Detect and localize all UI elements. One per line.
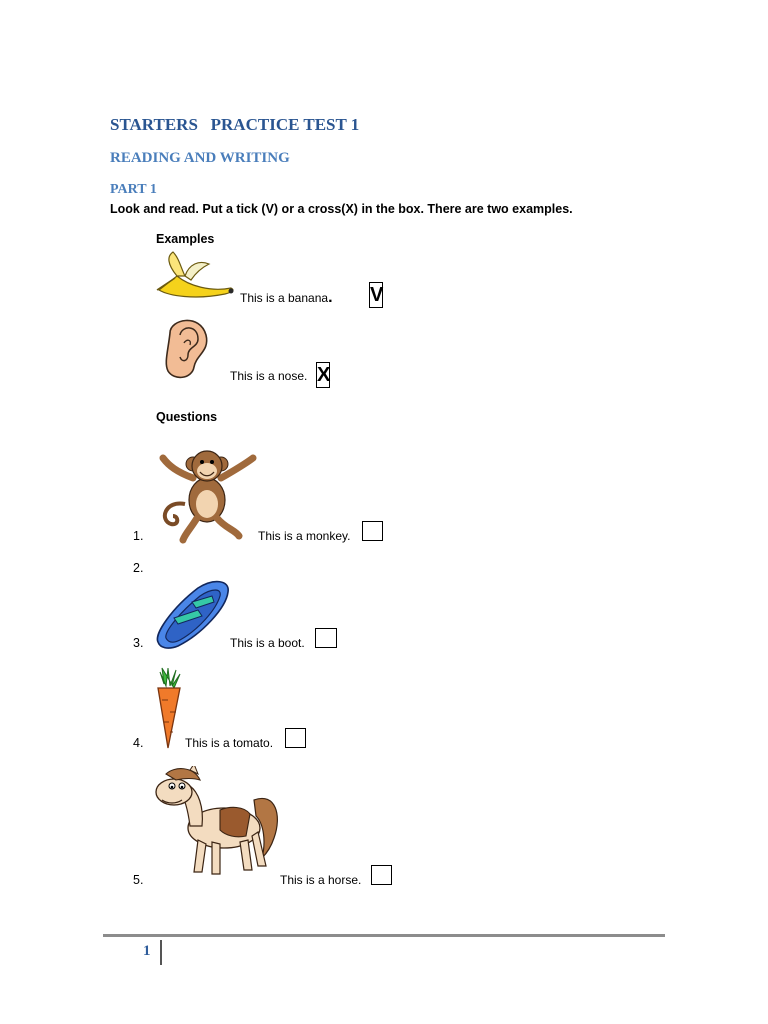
question-3-answer-box[interactable] (315, 628, 337, 648)
question-2-number: 2. (133, 561, 144, 575)
footer-rule (103, 934, 665, 937)
question-4-sentence: This is a tomato. (185, 736, 274, 750)
question-1-answer-box[interactable] (362, 521, 383, 541)
question-1-number: 1. (133, 529, 144, 543)
monkey-icon (155, 444, 259, 544)
carrot-icon (152, 666, 186, 750)
section-title: READING AND WRITING (110, 150, 290, 166)
page-number: 1 (143, 943, 151, 959)
question-3-number: 3. (133, 636, 144, 650)
example-2-answer-box: X (317, 364, 331, 386)
example-2-sentence: This is a nose. (230, 369, 308, 383)
footer-divider (160, 940, 162, 965)
question-4-answer-box[interactable] (285, 728, 306, 748)
question-5-sentence: This is a horse. (280, 873, 362, 887)
question-5-answer-box[interactable] (371, 865, 392, 885)
part-title: PART 1 (110, 182, 157, 197)
questions-heading: Questions (156, 410, 218, 424)
page-title: STARTERS PRACTICE TEST 1 (110, 115, 360, 134)
examples-heading: Examples (156, 232, 215, 246)
banana-icon (155, 250, 235, 302)
instructions: Look and read. Put a tick (V) or a cross(X) in the box. There are two examples. (110, 202, 573, 216)
question-4-number: 4. (133, 736, 144, 750)
ear-icon (160, 315, 212, 381)
question-1-sentence: This is a monkey. (258, 529, 351, 543)
boat-icon (152, 578, 232, 652)
horse-icon (154, 766, 282, 886)
example-1-answer-box: V (370, 284, 384, 306)
question-3-sentence: This is a boot. (230, 636, 305, 650)
question-5-number: 5. (133, 873, 144, 887)
example-1-sentence: This is a banana. (240, 289, 333, 306)
